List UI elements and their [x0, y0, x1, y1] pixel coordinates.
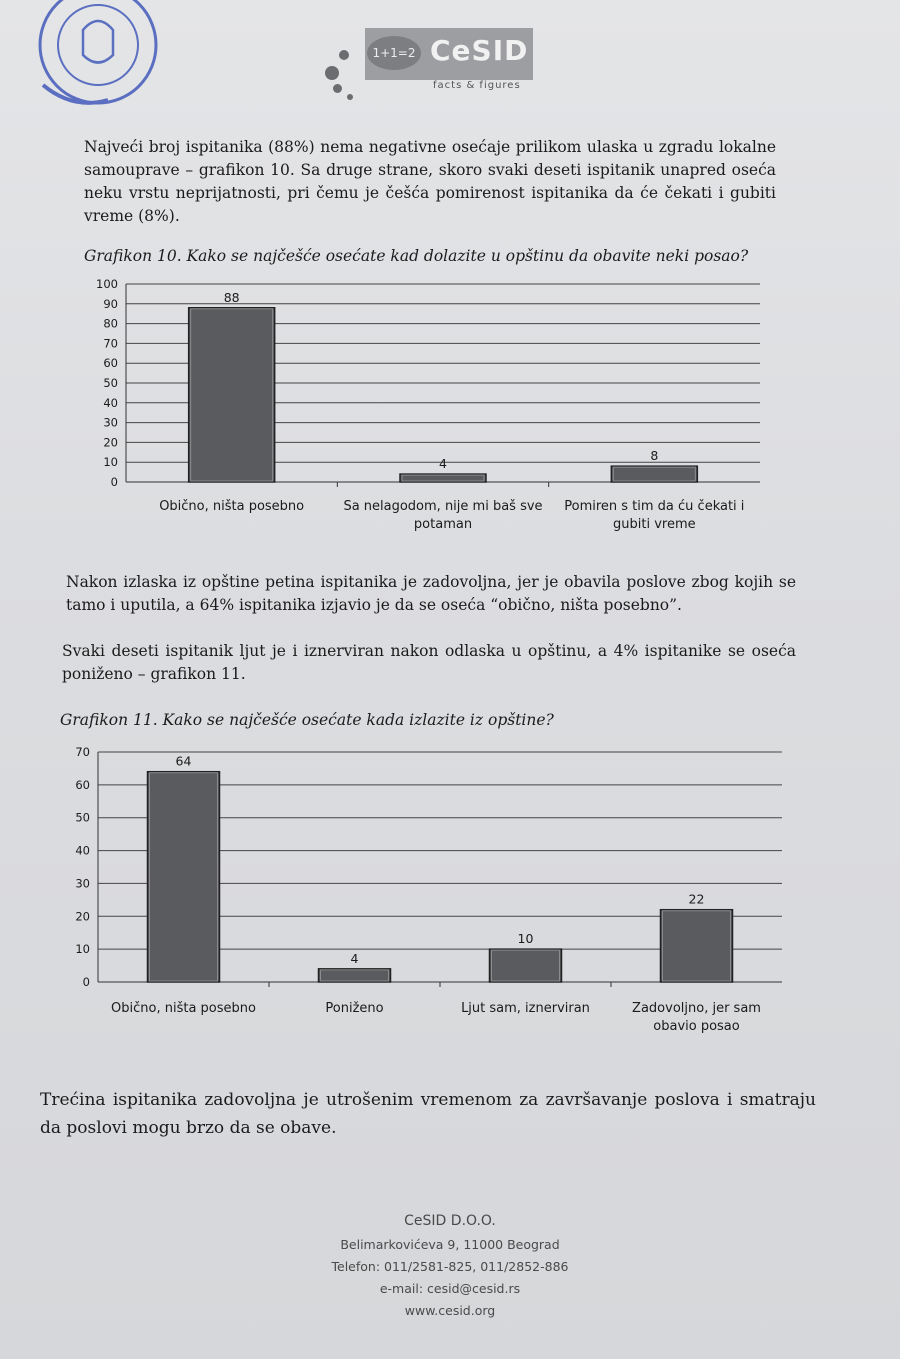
- chart-10-value-label: 88: [223, 289, 240, 305]
- chart-10-category-label: Pomiren s tim da ću čekati i: [564, 499, 745, 514]
- chart-10-bar: [189, 308, 275, 482]
- chart-10-bar: [611, 466, 697, 482]
- chart-10-category-label: Obično, ništa posebno: [159, 499, 305, 514]
- chart-10-y-tick-label: 20: [103, 435, 118, 450]
- chart-10-category-label: potaman: [413, 517, 473, 532]
- logo-brand: CeSID: [430, 34, 529, 67]
- paragraph-third: Trećina ispitanika zadovoljna je utrošenim vremenom za završavanje poslova i smatraju da poslovi mogu brzo da se obave.: [40, 1090, 816, 1138]
- chart-11-y-tick-label: 70: [75, 745, 90, 759]
- footer-address: Belimarkovićeva 9, 11000 Beograd: [340, 1237, 560, 1252]
- chart-10-y-tick-label: 10: [103, 455, 118, 470]
- chart-10-y-tick-label: 80: [103, 316, 118, 331]
- chart-11-svg: [56, 740, 796, 1050]
- chart-11-y-tick-label: 30: [75, 876, 90, 891]
- chart-11-category-label: Ljut sam, iznerviran: [461, 1001, 590, 1016]
- chart-10-value-label: 4: [439, 456, 447, 472]
- paragraph-intro: Najveći broj ispitanika (88%) nema negativne osećaje prilikom ulaska u zgradu lokalne samouprave – grafikon 10. Sa druge strane, skoro svaki deseti ispitanik unapred oseća neku vrstu neprijatnosti, pri čemu je češća pomirenost ispitanika da će čekati i gubiti vreme (8%).: [84, 138, 776, 225]
- chart-10-caption: Grafikon 10. Kako se najčešće osećate kad dolazite u opštinu da obavite neki posao?: [84, 247, 749, 265]
- chart-10-value-label: 8: [650, 448, 659, 464]
- paragraph-exit: Nakon izlaska iz opštine petina ispitanika je zadovoljna, jer je obavila poslove zbog kojih se tamo i uputila, a 64% ispitanika izjavio je da se oseća “obično, ništa posebno”.: [66, 573, 796, 614]
- chart-10-y-tick-label: 90: [103, 296, 118, 311]
- chart-11-value-label: 22: [688, 891, 705, 907]
- cesid-logo: [325, 28, 535, 103]
- chart-11-category-label: obavio posao: [653, 1019, 740, 1034]
- chart-11-value-label: 4: [350, 950, 359, 966]
- paragraph-angry: Svaki deseti ispitanik ljut je i iznerviran nakon odlaska u opštinu, a 4% ispitanike se oseća poniženo – grafikon 11.: [62, 642, 796, 683]
- chart-11-y-tick-label: 20: [75, 909, 90, 924]
- chart-11-category-label: Poniženo: [325, 1001, 384, 1016]
- chart-11-category-label: Obično, ništa posebno: [111, 1001, 256, 1016]
- chart-11-y-tick-label: 50: [75, 810, 90, 825]
- chart-11-y-tick-label: 40: [75, 843, 90, 858]
- footer-company: CeSID D.O.O.: [404, 1213, 496, 1229]
- chart-10-category-label: Sa nelagodom, nije mi baš sve: [343, 499, 543, 514]
- chart-10-y-tick-label: 0: [110, 475, 118, 489]
- footer-email: e-mail: cesid@cesid.rs: [379, 1281, 521, 1296]
- chart-11-value-label: 10: [517, 931, 534, 947]
- chart-10-y-tick-label: 70: [103, 336, 118, 351]
- chart-10-y-tick-label: 60: [103, 356, 118, 371]
- chart-11-category-label: Zadovoljno, jer sam: [632, 1001, 761, 1016]
- chart-11-bar: [661, 910, 733, 982]
- chart-10-y-tick-label: 50: [103, 376, 118, 390]
- chart-10-y-tick-label: 100: [96, 277, 118, 291]
- footer-website: www.cesid.org: [404, 1303, 496, 1318]
- official-stamp-icon: [18, 0, 158, 120]
- chart-10-svg: [80, 274, 780, 544]
- chart-11-y-tick-label: 10: [75, 942, 90, 957]
- chart-11-value-label: 64: [175, 753, 192, 769]
- chart-11-bar: [148, 772, 220, 982]
- chart-10-category-label: gubiti vreme: [613, 517, 696, 532]
- chart-11-caption: Grafikon 11. Kako se najčešće osećate kada izlazite iz opštine?: [60, 711, 554, 729]
- chart-11-bar: [319, 969, 391, 982]
- logo-equation: 1+1=2: [367, 36, 421, 70]
- logo-tagline: facts & figures: [433, 80, 521, 91]
- chart-11-bar: [490, 949, 562, 982]
- chart-11-y-tick-label: 0: [82, 975, 90, 989]
- chart-10-y-tick-label: 40: [103, 395, 118, 410]
- chart-10-y-tick-label: 30: [103, 415, 118, 430]
- chart-11-y-tick-label: 60: [75, 777, 90, 792]
- footer-phone: Telefon: 011/2581-825, 011/2852-886: [331, 1259, 569, 1274]
